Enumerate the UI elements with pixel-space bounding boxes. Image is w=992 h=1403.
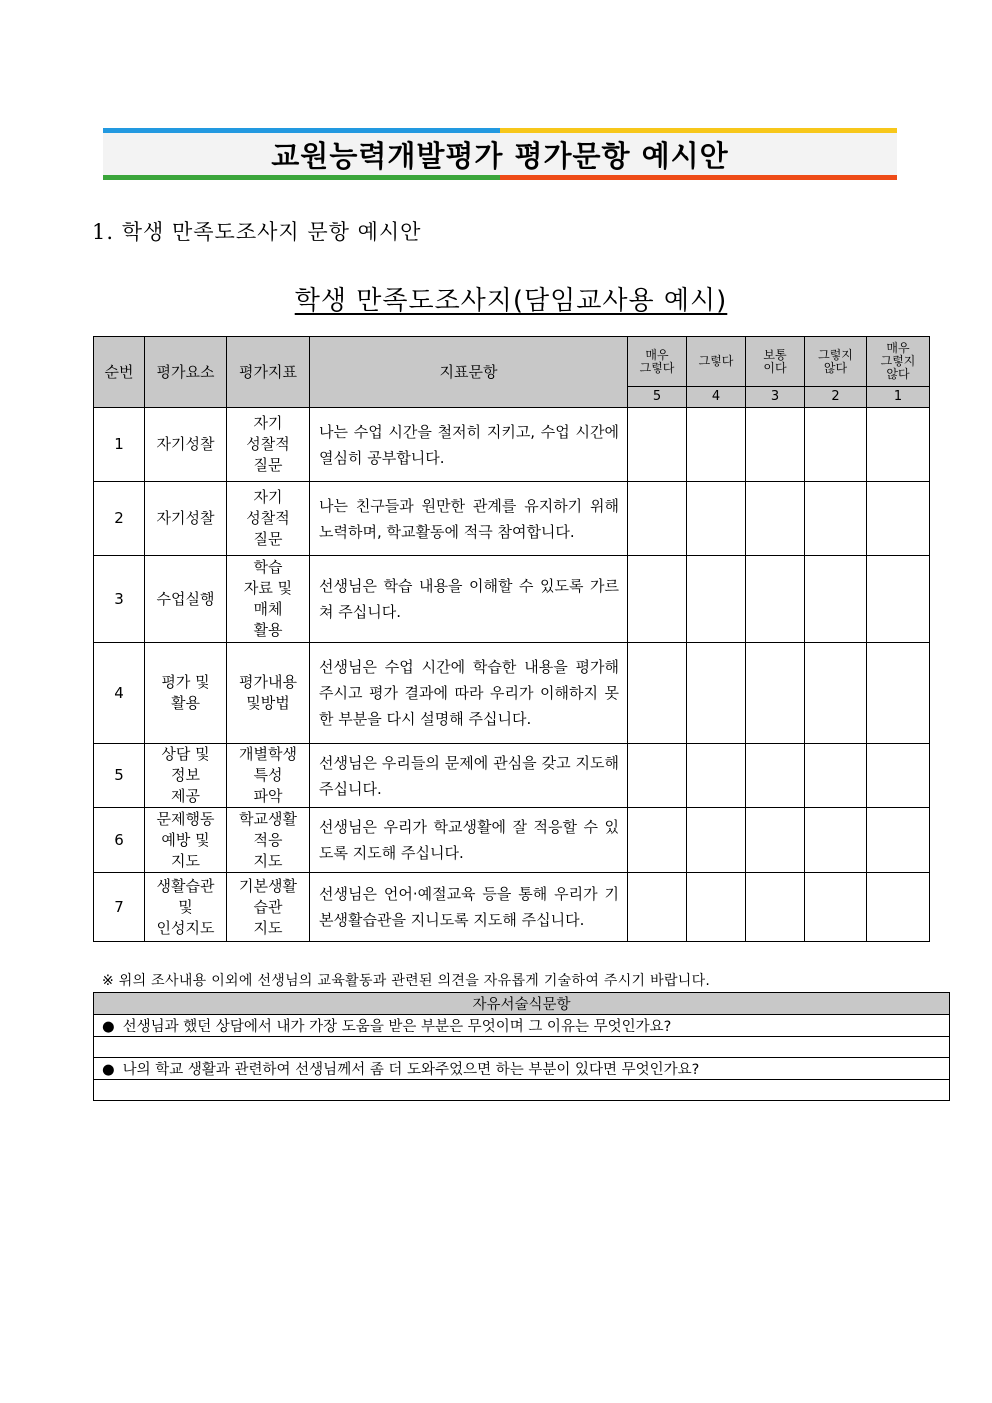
free-question — [94, 1058, 950, 1080]
row-number: 6 — [94, 808, 145, 873]
survey-row — [94, 643, 930, 744]
notice-text: ※ 위의 조사내용 이외에 선생님의 교육활동과 관련된 의견을 자유롭게 기술하여 주시기 바랍니다. — [102, 973, 711, 989]
title-banner — [103, 128, 897, 180]
survey-row — [94, 556, 930, 643]
row-number: 3 — [94, 556, 145, 643]
row-number: 1 — [94, 408, 145, 482]
question: 선생님은 언어·예절교육 등을 통해 우리가 기본생활습관을 지니도록 지도해 주십니다. — [310, 873, 628, 942]
rating-cell-4[interactable] — [687, 744, 746, 808]
row-number: 7 — [94, 873, 145, 942]
rating-cell-1[interactable] — [867, 808, 930, 873]
rating-cell-5[interactable] — [628, 482, 687, 556]
evaluation-element: 평가 및 활용 — [145, 643, 227, 744]
evaluation-element: 문제행동 예방 및 지도 — [145, 808, 227, 873]
header-no: 순번 — [94, 337, 145, 408]
score-3: 3 — [746, 387, 805, 408]
score-1: 1 — [867, 387, 930, 408]
question: 나는 수업 시간을 철저히 지키고, 수업 시간에 열심히 공부합니다. — [310, 408, 628, 482]
free-response-table — [93, 992, 950, 1101]
header-indicator: 평가지표 — [227, 337, 310, 408]
survey-title: 학생 만족도조사지(담임교사용 예시) — [294, 286, 728, 316]
survey-row — [94, 408, 930, 482]
evaluation-element: 자기성찰 — [145, 482, 227, 556]
row-number: 4 — [94, 643, 145, 744]
rating-cell-1[interactable] — [867, 408, 930, 482]
rating-cell-2[interactable] — [805, 556, 867, 643]
question: 선생님은 학습 내용을 이해할 수 있도록 가르쳐 주십니다. — [310, 556, 628, 643]
rating-cell-5[interactable] — [628, 556, 687, 643]
survey-row — [94, 744, 930, 808]
survey-row — [94, 873, 930, 942]
rating-cell-3[interactable] — [746, 744, 805, 808]
evaluation-element: 수업실행 — [145, 556, 227, 643]
banner-stripe-green — [103, 175, 500, 180]
rating-cell-2[interactable] — [805, 744, 867, 808]
survey-row — [94, 482, 930, 556]
evaluation-element: 상담 및 정보 제공 — [145, 744, 227, 808]
survey-row — [94, 808, 930, 873]
rating-cell-2[interactable] — [805, 482, 867, 556]
answer-field[interactable] — [94, 1080, 950, 1101]
rating-cell-3[interactable] — [746, 482, 805, 556]
evaluation-indicator: 평가내용 및방법 — [227, 643, 310, 744]
question: 선생님은 우리들의 문제에 관심을 갖고 지도해 주십니다. — [310, 744, 628, 808]
rating-cell-1[interactable] — [867, 556, 930, 643]
free-response-header: 자유서술식문항 — [94, 993, 950, 1015]
bullet-icon: ● — [102, 1062, 115, 1078]
rating-cell-5[interactable] — [628, 408, 687, 482]
rating-cell-5[interactable] — [628, 643, 687, 744]
row-number: 2 — [94, 482, 145, 556]
evaluation-indicator: 자기 성찰적 질문 — [227, 408, 310, 482]
rating-cell-3[interactable] — [746, 556, 805, 643]
rating-cell-3[interactable] — [746, 873, 805, 942]
section-heading: 1. 학생 만족도조사지 문항 예시안 — [92, 220, 422, 244]
free-question — [94, 1015, 950, 1037]
rating-cell-4[interactable] — [687, 556, 746, 643]
rating-cell-4[interactable] — [687, 643, 746, 744]
rating-cell-1[interactable] — [867, 482, 930, 556]
evaluation-indicator: 자기 성찰적 질문 — [227, 482, 310, 556]
header-element: 평가요소 — [145, 337, 227, 408]
score-4: 4 — [687, 387, 746, 408]
rating-cell-3[interactable] — [746, 808, 805, 873]
rating-cell-3[interactable] — [746, 643, 805, 744]
rating-cell-2[interactable] — [805, 808, 867, 873]
free-question-text: 선생님과 했던 상담에서 내가 가장 도움을 받은 부분은 무엇이며 그 이유는 무엇인가요? — [122, 1019, 672, 1035]
header-scale-disagree: 그렇지 않다 — [805, 337, 867, 387]
question: 선생님은 우리가 학교생활에 잘 적응할 수 있도록 지도해 주십니다. — [310, 808, 628, 873]
evaluation-indicator: 기본생활 습관 지도 — [227, 873, 310, 942]
rating-cell-4[interactable] — [687, 408, 746, 482]
header-scale-strongly-agree: 매우 그렇다 — [628, 337, 687, 387]
free-question-text: 나의 학교 생활과 관련하여 선생님께서 좀 더 도와주었으면 하는 부분이 있다면 무엇인가요? — [122, 1062, 700, 1078]
document-title: 교원능력개발평가 평가문항 예시안 — [271, 138, 729, 173]
evaluation-element: 자기성찰 — [145, 408, 227, 482]
rating-cell-2[interactable] — [805, 873, 867, 942]
rating-cell-1[interactable] — [867, 873, 930, 942]
row-number: 5 — [94, 744, 145, 808]
survey-table — [93, 336, 930, 942]
header-question: 지표문항 — [310, 337, 628, 408]
rating-cell-4[interactable] — [687, 482, 746, 556]
rating-cell-1[interactable] — [867, 643, 930, 744]
rating-cell-2[interactable] — [805, 408, 867, 482]
header-scale-neutral: 보통 이다 — [746, 337, 805, 387]
rating-cell-2[interactable] — [805, 643, 867, 744]
evaluation-indicator: 학습 자료 및 매체 활용 — [227, 556, 310, 643]
rating-cell-3[interactable] — [746, 408, 805, 482]
evaluation-indicator: 학교생활 적응 지도 — [227, 808, 310, 873]
header-scale-strongly-disagree: 매우 그렇지 않다 — [867, 337, 930, 387]
question: 선생님은 수업 시간에 학습한 내용을 평가해 주시고 평가 결과에 따라 우리가 이해하지 못한 부분을 다시 설명해 주십니다. — [310, 643, 628, 744]
bullet-icon: ● — [102, 1019, 115, 1035]
rating-cell-4[interactable] — [687, 808, 746, 873]
score-5: 5 — [628, 387, 687, 408]
score-2: 2 — [805, 387, 867, 408]
answer-field[interactable] — [94, 1037, 950, 1058]
header-scale-agree: 그렇다 — [687, 337, 746, 387]
rating-cell-1[interactable] — [867, 744, 930, 808]
banner-stripe-orange — [500, 175, 897, 180]
evaluation-indicator: 개별학생 특성 파악 — [227, 744, 310, 808]
rating-cell-5[interactable] — [628, 744, 687, 808]
rating-cell-5[interactable] — [628, 808, 687, 873]
evaluation-element: 생활습관 및 인성지도 — [145, 873, 227, 942]
rating-cell-4[interactable] — [687, 873, 746, 942]
rating-cell-5[interactable] — [628, 873, 687, 942]
question: 나는 친구들과 원만한 관계를 유지하기 위해 노력하며, 학교활동에 적극 참여합니다. — [310, 482, 628, 556]
